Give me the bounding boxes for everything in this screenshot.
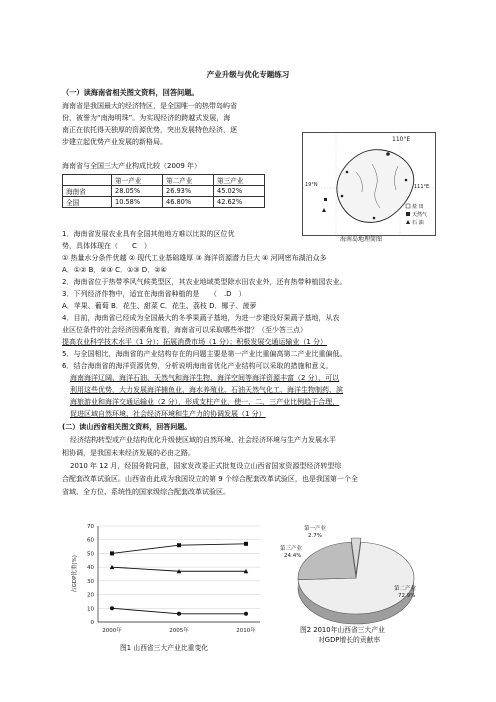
chart-axes [98,526,260,622]
table-cell: 28.05% [112,186,163,197]
gas-field-icon [406,212,410,216]
section2-paragraph-line: 经济结构转型或产业结构优化升级使区域的自然环境、社会经济环境与生产力发展水平 [70,436,336,444]
data-point [244,542,248,546]
table-row [63,197,265,208]
gas-field-icon [324,198,327,201]
y-axis-label: 占GDP比重(%) [72,555,78,593]
city-dot-icon [405,179,408,182]
table-row [63,186,265,197]
y-tick-label: 10 [87,606,94,613]
section2-paragraph-line: 2010 年 12 月，经国务院同意，国家发改委正式批复设立山西省国家资源型经济转型综 [70,462,342,470]
pie-slice-name: 第三产业 [280,546,303,552]
question-4-answer: 提高农业科学技术水平（1 分）；拓展消费市场（1 分）；积极发展交通运输业（1 分） [62,338,328,346]
y-tick-label: 30 [87,578,94,585]
question-6-answer-line: 海旅游业和海洋交通运输业（2 分），形成支柱产业，使一、二、三产业比例趋于合理， [70,398,340,406]
section2-paragraph-line: 合配套改革试验区。山西省由此成为我国设立的第 9 个综合配套改革试验区，也是我国第一个全 [62,475,358,483]
figure2-caption-line2: 对GDP增长的贡献率 [318,636,381,644]
legend-label: 天然气 [412,212,428,218]
table-cell: 42.62% [214,197,265,208]
question-1-line: 1．海南省发展农业具有全国其他地方难以比拟的区位优 [62,230,235,238]
legend-label: 石 油 [412,220,424,226]
map-lat: 19°N [305,182,318,188]
x-tick-label: 2010年 [236,628,256,634]
table-cell: 第一产业 [112,175,163,186]
map-lon2: 111°E [414,184,430,190]
table-title: 海南省与全国三大产业构成比较（2009 年） [62,162,202,170]
question-6-line: 6．结合海南省的海洋资源优势，分析说明海南省优化产业结构可以采取的措施和意义。 [62,362,333,370]
figure2-caption-line1: 图2 2010年山西省三大产业 [300,626,385,634]
x-tick-label: 2000年 [102,628,122,634]
table-header-row [63,175,265,186]
question-6-answer-line: 促进区域自然环境、社会经济环境和生产力的协调发展（1 分） [70,410,266,418]
data-point [177,543,181,547]
section1-heading: （一）读海南省相关图文资料，回答问题。 [62,88,199,97]
chart-series-group [110,542,249,616]
city-dot-icon [373,217,376,220]
map-caption: 海南岛地理简图 [340,236,383,243]
data-point [177,612,181,616]
y-tick-label: 20 [87,592,94,599]
y-tick-label: 60 [87,537,94,544]
pie-slice-label: 72.9% [398,593,416,599]
data-point [110,606,114,610]
pie-chart [274,520,424,640]
pie-slice-label: 24.4% [284,553,302,559]
data-point [110,551,114,555]
question-3-options: A．苹果、葡萄 B．花生、甜菜 C．花生、荔枝 D．椰子、菠萝 [62,302,257,310]
table-cell: 海南省 [63,186,112,197]
city-dot-icon [341,195,344,198]
intro-line: 南正在依托得天独厚的资源优势，突出发展特色经济，逐 [62,126,237,134]
intro-line: 步建立起优势产业发展的新格局。 [62,138,167,146]
y-tick-label: 50 [87,551,94,558]
table-cell: 第三产业 [214,175,265,186]
y-tick-label: 40 [87,565,94,572]
intro-line: 海南省是我国最大的经济特区，是全国唯一的热带岛屿省 [62,102,237,110]
section2-paragraph-line: 省域、全方位、系统性的国家级综合配套改革试验区。 [62,488,230,496]
data-point [244,612,248,616]
question-1-line: 势，具体体现在（ C ） [62,242,151,250]
question-3: 3．下列经济作物中，适宜在海南省种植的是 （ .D ） [62,290,246,298]
city-dot-icon [386,152,390,156]
table-cell: 10.58% [112,197,163,208]
section2-paragraph-line: 相协调，是我国未来经济发展的必由之路。 [62,449,195,457]
question-6-answer-line: 海南海洋辽阔、海洋石油、天然气和海洋生物、海洋空间等海洋资源丰富（2 分），可以 [70,374,340,382]
legend-label: 盐 田 [412,204,424,210]
table-cell [63,175,112,186]
table-cell: 26.93% [163,186,214,197]
x-tick-label: 2005年 [169,628,189,634]
map-lon1: 110°E [392,136,411,143]
city-dot-icon [346,171,349,174]
intro-line: 份，被誉为“南海明珠”。为实现经济的跨越式发展，海 [62,114,231,122]
hainan-map [302,132,436,236]
pie-slice-name: 第一产业 [304,526,327,532]
pie-slice-label: 2.7% [308,533,322,539]
page-title: 产业升级与优化专题练习 [206,70,290,79]
figure1-caption: 图1 山西省三大产业比重变化 [120,644,209,652]
pie-slice [298,542,356,580]
section2-heading: (二）读山西省相关图文资料，回答问题。 [62,423,192,431]
line-chart [64,518,272,642]
question-1-line: ① 热量水分条件优越 ② 现代工业基础雄厚 ③ 海洋资源潜力巨大 ④ 河网密布湖泊众多 [62,254,327,262]
question-5: 5．与全国相比，海南省的产业结构存在的问题主要是第一产业比重偏高第二产业比重偏低。 [62,350,347,358]
question-2: 2．海南省位于热带季风气候类型区，其农业地域类型除水田农业外，还有热带种植园农业。 [62,278,347,286]
chart-grid [98,526,260,622]
y-tick-label: 70 [87,524,94,530]
industry-table [62,174,265,208]
question-1-options: A．①② B．②③ C．①③ D．②④ [62,266,167,274]
table-cell: 45.02% [214,186,265,197]
y-tick-label: 0 [90,620,94,626]
pie-slices [298,538,414,614]
question-4-line: 业区位条件的社会经济因素角度看，海南省可以采取哪些举措？（至少答三点） [62,326,307,334]
table-cell: 46.80% [163,197,214,208]
question-4-line: 4．目前，海南省已经成为全国最大的冬季果蔬子基地，为进一步建设好果蔬子基地，从农 [62,314,340,322]
question-6-answer-line: 利用这些优势，大力发展海洋捕鱼业、海水养殖业、石油天然气化工、海洋生物制药、滨 [70,386,343,394]
table-cell: 第二产业 [163,175,214,186]
pie-slice-name: 第二产业 [394,586,417,592]
table-cell: 全国 [63,197,112,208]
